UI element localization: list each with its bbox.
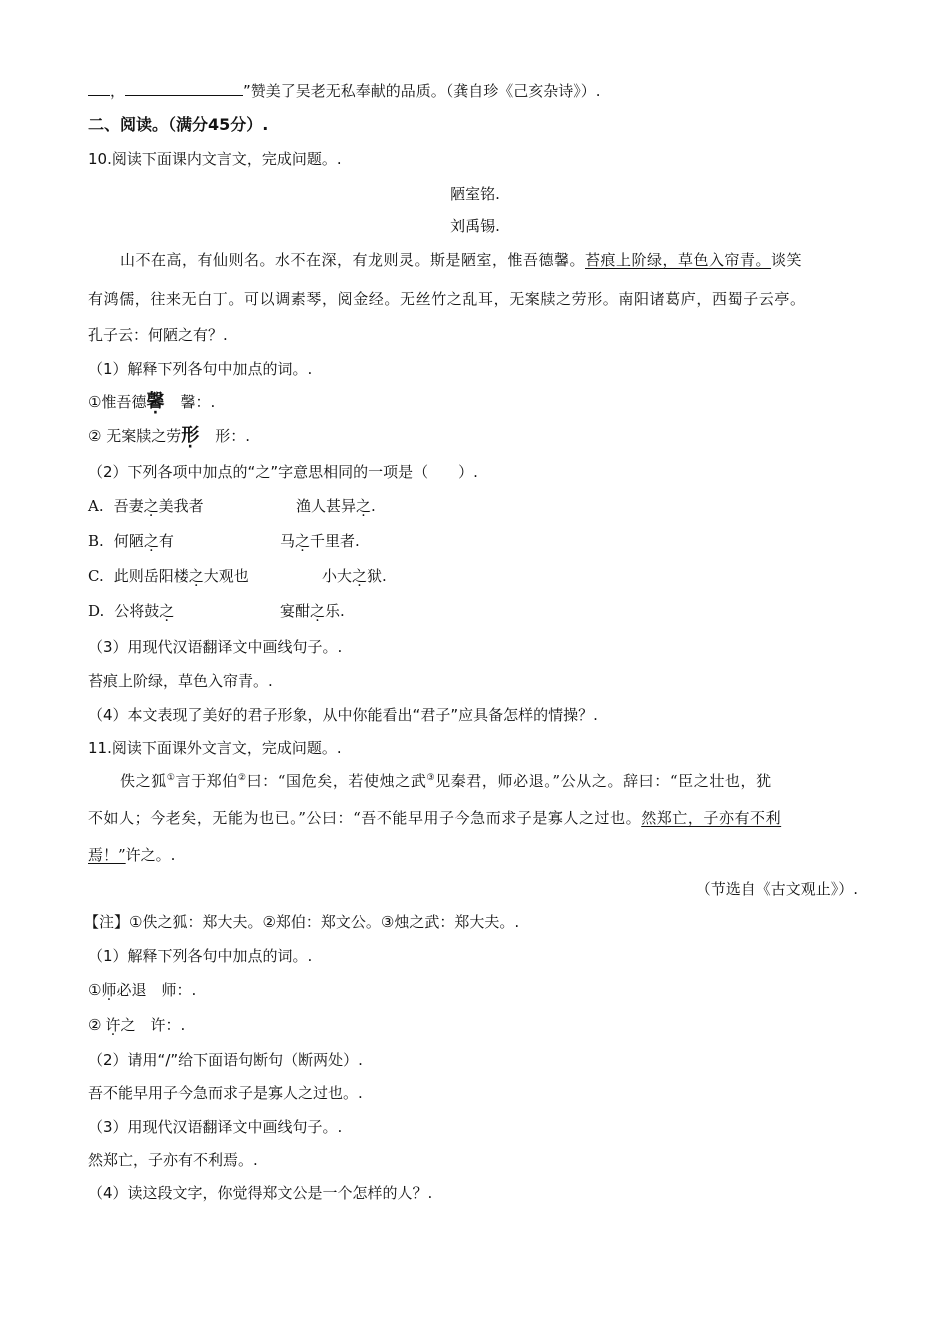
q11-sub3-text: 然郑亡，子亦有不利焉。. xyxy=(88,1151,258,1169)
q10-sub1: （1）解释下列各句中加点的词。. xyxy=(88,360,313,378)
dotted-char: 形 xyxy=(181,425,200,446)
q11-intro: 11.阅读下面课外文言文，完成问题。. xyxy=(88,739,342,757)
q10-intro: 10.阅读下面课内文言文，完成问题。. xyxy=(88,150,342,168)
dotted-char: 馨 xyxy=(146,391,165,412)
q11-sub1: （1）解释下列各句中加点的词。. xyxy=(88,947,313,965)
option-a: A. 吾妻之美我者 xyxy=(88,497,204,515)
answer-blank[interactable] xyxy=(125,80,243,96)
option-c: C. 此则岳阳楼之大观也 xyxy=(88,567,249,585)
option-d: D. 公将鼓之 xyxy=(88,602,175,620)
option-b: B. 何陋之有 xyxy=(88,532,174,550)
dotted-char: 许 xyxy=(105,1016,121,1034)
q11-sub2: （2）请用“/”给下面语句断句（断两处）. xyxy=(88,1051,363,1069)
q10-item-1: ①惟吾德馨 馨：. xyxy=(88,391,216,412)
poem-author: 刘禹锡. xyxy=(450,217,500,235)
answer-blank[interactable] xyxy=(88,80,110,96)
q10-sub2: （2）下列各项中加点的“之”字意思相同的一项是（ ）. xyxy=(88,463,478,481)
q11-sub2-text: 吾不能早用子今急而求子是寡人之过也。. xyxy=(88,1084,363,1102)
annotation-note: 【注】①佚之狐：郑大夫。②郑伯：郑文公。③烛之武：郑大夫。. xyxy=(84,913,520,931)
option-c-right: 小大之狱. xyxy=(322,567,387,585)
dotted-char: 之 xyxy=(143,532,159,550)
q10-sub3-text: 苔痕上阶绿，草色入帘青。. xyxy=(88,672,273,690)
q11-sub3: （3）用现代汉语翻译文中画线句子。. xyxy=(88,1118,343,1136)
passage2-line-1: 佚之狐①言于郑伯②曰：“国危矣，若使烛之武③见秦君，师必退。”公从之。辞曰：“臣之壮也，犹 xyxy=(120,772,772,790)
option-b-right: 马之千里者. xyxy=(280,532,360,550)
passage2-line-3: 焉！”许之。. xyxy=(88,846,176,864)
dotted-char: 之 xyxy=(143,497,159,515)
section-title: 二、阅读。（满分45分）. xyxy=(88,115,269,134)
poem-title: 陋室铭. xyxy=(450,185,500,203)
dotted-char: 之 xyxy=(310,602,326,620)
underlined-sentence: 然郑亡，子亦有不利 xyxy=(641,809,782,827)
passage-line-1: 山不在高，有仙则名。水不在深，有龙则灵。斯是陋室，惟吾德馨。苔痕上阶绿，草色入帘青。谈笑 xyxy=(120,251,803,269)
passage-line-2: 有鸿儒，往来无白丁。可以调素琴，阅金经。无丝竹之乱耳，无案牍之劳形。南阳诸葛庐，西蜀子云亭。 xyxy=(88,290,806,308)
q10-item-2: ② 无案牍之劳形 形：. xyxy=(88,425,250,446)
option-d-right: 宴酣之乐. xyxy=(280,602,345,620)
dotted-char: 之 xyxy=(352,567,368,585)
dotted-char: 之 xyxy=(356,497,372,515)
underlined-sentence: 苔痕上阶绿，草色入帘青。 xyxy=(585,251,772,269)
underlined-sentence: 焉！” xyxy=(88,846,126,864)
dotted-char: 之 xyxy=(159,602,175,620)
q10-sub3: （3）用现代汉语翻译文中画线句子。. xyxy=(88,638,343,656)
dotted-char: 师 xyxy=(101,981,117,999)
passage2-line-2: 不如人；今老矣，无能为也已。”公曰：“吾不能早用子今急而求子是寡人之过也。然郑亡，子亦有不利 xyxy=(88,809,782,827)
dotted-char: 之 xyxy=(295,532,311,550)
fill-in-line: ， ”赞美了吴老无私奉献的品质。（龚自珍《己亥杂诗》）. xyxy=(88,80,601,101)
q11-item-2: ② 许之 许：. xyxy=(88,1016,186,1034)
q11-sub4: （4）读这段文字，你觉得郑文公是一个怎样的人？. xyxy=(88,1184,433,1202)
source-citation: （节选自《古文观止》）. xyxy=(695,880,858,898)
q11-item-1: ①师必退 师：. xyxy=(88,981,197,999)
dotted-char: 之 xyxy=(188,567,204,585)
option-a-right: 渔人甚异之. xyxy=(296,497,376,515)
fill-in-text: ”赞美了吴老无私奉献的品质。（龚自珍《己亥杂诗》）. xyxy=(243,82,601,100)
passage-line-3: 孔子云：何陋之有？. xyxy=(88,326,228,344)
q10-sub4: （4）本文表现了美好的君子形象，从中你能看出“君子”应具备怎样的情操？. xyxy=(88,706,598,724)
